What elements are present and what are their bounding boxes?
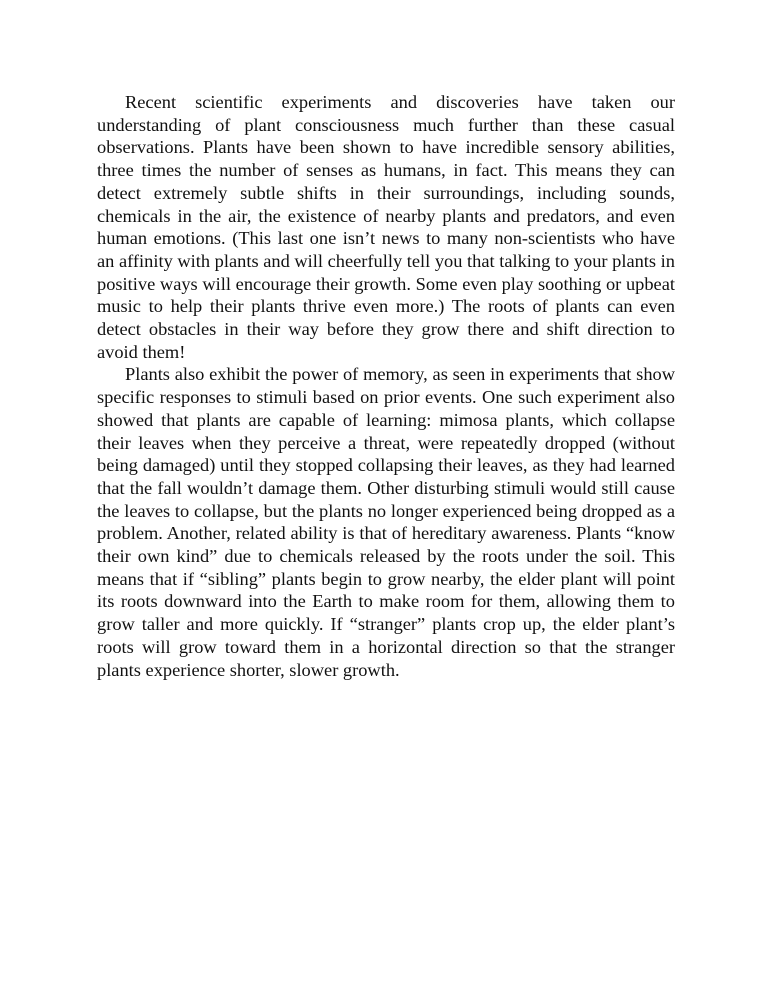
paragraph-1: Recent scientific experiments and discoveries have taken our understanding of plant consciousness much further than these casual observations. Plants have been shown to have incredible sensory abilities, three times the number of senses as humans, in fact. This means they can detect extremely subtle shifts in their surroundings, including sounds, chemicals in the air, the existence of nearby plants and predators, and even human emotions. (This last one isn’t news to many non-scientists who have an affinity with plants and will cheerfully tell you that talking to your plants in positive ways will encourage their growth. Some even play soothing or upbeat music to help their plants thrive even more.) The roots of plants can even detect obstacles in their way before they grow there and shift direction to avoid them! bbox=[97, 92, 675, 362]
body-text bbox=[97, 91, 675, 681]
paragraph-2: Plants also exhibit the power of memory, as seen in experiments that show specific responses to stimuli based on prior events. One such experiment also showed that plants are capable of learning: mimosa plants, which collapse their leaves when they perceive a threat, were repeatedly dropped (without being damaged) until they stopped collapsing their leaves, as they had learned that the fall wouldn’t damage them. Other disturbing stimuli would still cause the leaves to collapse, but the plants no longer experienced being dropped as a problem. Another, related ability is that of hereditary awareness. Plants “know their own kind” due to chemicals released by the roots under the soil. This means that if “sibling” plants begin to grow nearby, the elder plant will point its roots downward into the Earth to make room for them, allowing them to grow taller and more quickly. If “stranger” plants crop up, the elder plant’s roots will grow toward them in a horizontal direction so that the stranger plants experience shorter, slower growth. bbox=[97, 364, 675, 680]
